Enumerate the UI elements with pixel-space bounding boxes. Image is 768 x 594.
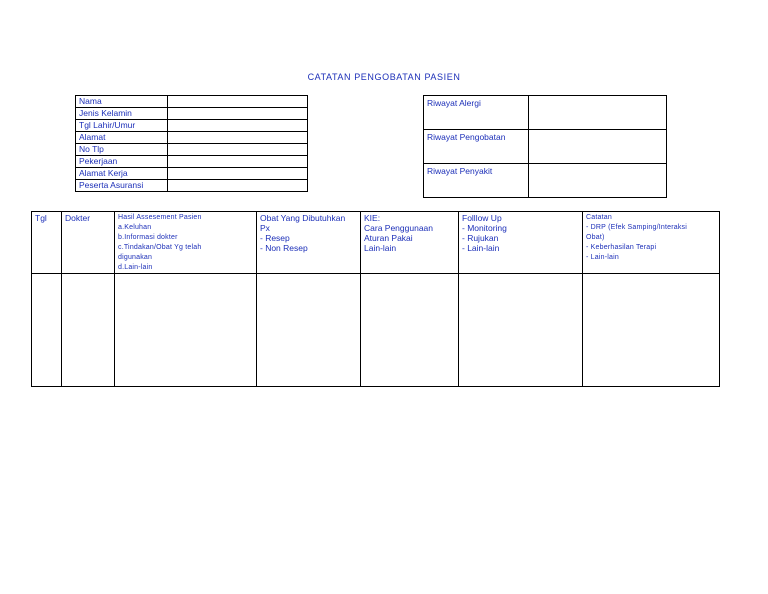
header-line: a.Keluhan — [118, 224, 152, 231]
patient-row-jenis-kelamin — [76, 108, 308, 120]
patient-label: Nama — [76, 96, 168, 108]
col-tgl-header — [32, 212, 62, 274]
patient-value-field[interactable] — [168, 180, 308, 192]
header-line: Lain-lain — [364, 243, 397, 253]
header-line: Obat Yang Dibutuhkan — [260, 213, 346, 223]
treatment-log-table — [31, 211, 720, 387]
entry-obat-cell[interactable] — [257, 274, 361, 387]
patient-row-no-tlp — [76, 144, 308, 156]
entry-tgl-cell[interactable] — [32, 274, 62, 387]
page-title: CATATAN PENGOBATAN PASIEN — [307, 72, 461, 82]
col-dokter-header — [62, 212, 115, 274]
header-line: Obat) — [586, 234, 605, 241]
entry-follow-up-cell[interactable] — [459, 274, 583, 387]
header-line: Tgl — [35, 213, 47, 223]
header-line: Px — [260, 223, 270, 233]
header-line: Catatan — [586, 214, 612, 221]
history-value-field[interactable] — [529, 130, 667, 164]
patient-value-field[interactable] — [168, 132, 308, 144]
patient-value-field[interactable] — [168, 108, 308, 120]
history-table — [423, 95, 667, 198]
header-line: c.Tindakan/Obat Yg telah — [118, 244, 202, 251]
header-line: KIE: — [364, 213, 381, 223]
patient-label: Alamat — [76, 132, 168, 144]
header-line: - Lain-lain — [462, 243, 500, 253]
patient-value-field[interactable] — [168, 144, 308, 156]
history-row-pengobatan — [424, 130, 667, 164]
history-row-alergi — [424, 96, 667, 130]
header-line: - Monitoring — [462, 223, 507, 233]
entry-kie-cell[interactable] — [361, 274, 459, 387]
patient-row-tgl-lahir — [76, 120, 308, 132]
entry-assessment-cell[interactable] — [115, 274, 257, 387]
patient-value-field[interactable] — [168, 156, 308, 168]
header-line: Dokter — [65, 213, 91, 223]
patient-row-peserta-asuransi — [76, 180, 308, 192]
patient-value-field[interactable] — [168, 120, 308, 132]
entry-dokter-cell[interactable] — [62, 274, 115, 387]
header-line: - Keberhasilan Terapi — [586, 244, 657, 251]
patient-label: Pekerjaan — [76, 156, 168, 168]
header-line: Hasil Assesement Pasien — [118, 214, 202, 221]
history-value-field[interactable] — [529, 96, 667, 130]
header-line: d.Lain-lain — [118, 264, 153, 271]
header-line: - Rujukan — [462, 233, 499, 243]
col-assessment-header — [115, 212, 257, 274]
header-line: - Non Resep — [260, 243, 308, 253]
col-catatan-header — [583, 212, 720, 274]
col-follow-up-header — [459, 212, 583, 274]
patient-info-table — [75, 95, 308, 192]
header-line: b.Informasi dokter — [118, 234, 178, 241]
patient-row-alamat-kerja — [76, 168, 308, 180]
header-line: Folllow Up — [462, 213, 502, 223]
patient-row-pekerjaan — [76, 156, 308, 168]
header-line: - Resep — [260, 233, 290, 243]
history-value-field[interactable] — [529, 164, 667, 198]
entry-catatan-cell[interactable] — [583, 274, 720, 387]
history-label: Riwayat Alergi — [424, 96, 529, 130]
patient-label: Tgl Lahir/Umur — [76, 120, 168, 132]
col-kie-header — [361, 212, 459, 274]
history-row-penyakit — [424, 164, 667, 198]
header-line: Aturan Pakai — [364, 233, 413, 243]
patient-row-alamat — [76, 132, 308, 144]
header-line: - DRP (Efek Samping/Interaksi — [586, 224, 687, 231]
patient-label: Peserta Asuransi — [76, 180, 168, 192]
header-line: - Lain-lain — [586, 254, 619, 261]
patient-label: Jenis Kelamin — [76, 108, 168, 120]
history-label: Riwayat Pengobatan — [424, 130, 529, 164]
header-line: Cara Penggunaan — [364, 223, 434, 233]
log-entry-row — [32, 274, 720, 387]
header-line: digunakan — [118, 254, 153, 261]
patient-value-field[interactable] — [168, 96, 308, 108]
col-obat-header — [257, 212, 361, 274]
patient-value-field[interactable] — [168, 168, 308, 180]
history-label: Riwayat Penyakit — [424, 164, 529, 198]
log-header-row — [32, 212, 720, 274]
patient-label: No Tlp — [76, 144, 168, 156]
patient-row-nama — [76, 96, 308, 108]
patient-label: Alamat Kerja — [76, 168, 168, 180]
